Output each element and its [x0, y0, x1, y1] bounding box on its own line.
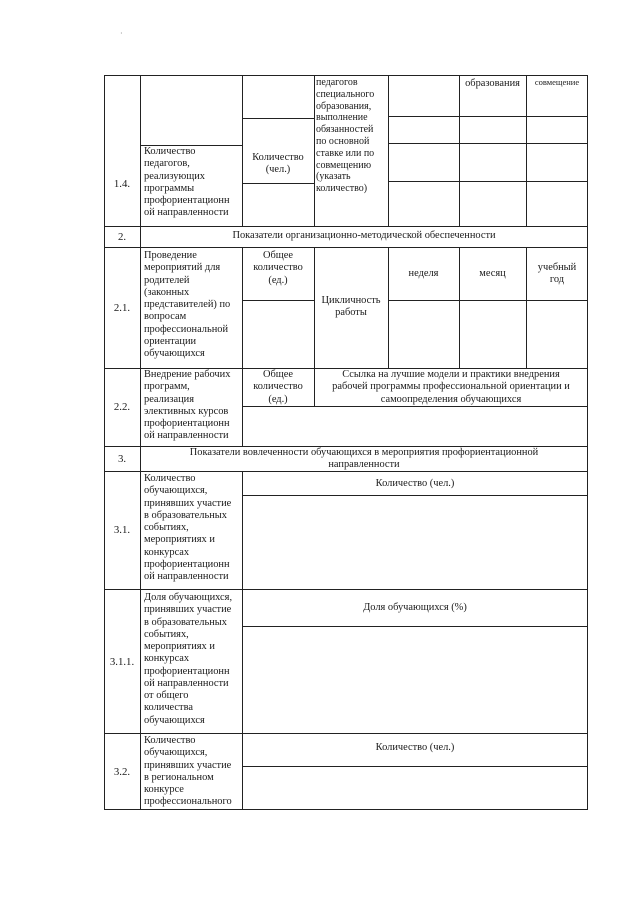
- cell-divider: [388, 143, 588, 144]
- col-divider: [388, 75, 389, 226]
- cell-divider: [242, 183, 314, 184]
- row-number: 2.1.: [113, 302, 131, 314]
- row-divider: [104, 589, 588, 590]
- indicator-label: Внедрение рабочих программ, реализация элективных курсов профориентационн ой направленности: [144, 369, 231, 442]
- cell-divider: [242, 118, 314, 119]
- best-practices-link-header: Ссылка на лучшие модели и практики внедрения рабочей программы профессиональной ориентации и самоопределения обучающихся: [332, 369, 570, 405]
- row-number: 1.4.: [113, 178, 131, 190]
- unit-label: Количество (чел.): [252, 152, 304, 176]
- cell-divider: [388, 181, 588, 182]
- indicator-label: Количество педагогов, реализующих программы профориентационн ой направленности: [144, 146, 230, 219]
- col-divider: [140, 75, 141, 810]
- indicator-label: Доля обучающихся, принявших участие в образовательных событиях, мероприятиях и конкурсах профориентационн ой направленности от общего количества обучающихся: [144, 592, 233, 726]
- cell-divider: [242, 495, 588, 496]
- col-divider: [459, 75, 460, 226]
- row-divider: [104, 247, 588, 248]
- row-number: 3.1.1.: [109, 656, 135, 668]
- cell-divider: [242, 626, 588, 627]
- period-month: месяц: [479, 268, 506, 279]
- cell-divider: [242, 766, 588, 767]
- row-number: 2.2.: [113, 401, 131, 413]
- row-divider: [104, 733, 588, 734]
- row-number: 3.2.: [113, 766, 131, 778]
- cell-divider: [242, 300, 314, 301]
- duties-text: педагогов специального образования, выполнение обязанностей по основной ставке или по совмещению (указать количество): [316, 77, 375, 195]
- column-header: Количество (чел.): [375, 742, 455, 753]
- col-divider: [314, 75, 315, 226]
- period-year: учебный год: [537, 262, 577, 286]
- column-header: Количество (чел.): [375, 478, 455, 489]
- row-divider: [104, 226, 588, 227]
- unit-label: Общее количество (ед.): [253, 250, 303, 286]
- col-divider: [242, 75, 243, 226]
- section-title: Показатели вовлеченности обучающихся в мероприятия профориентационной направленности: [189, 447, 539, 471]
- col-divider: [242, 471, 243, 810]
- indicator-label: Количество обучающихся, принявших участие в региональном конкурсе профессионального: [144, 735, 232, 808]
- col-divider: [388, 247, 389, 368]
- section-number: 3.: [117, 453, 127, 465]
- unit-label: Общее количество (ед.): [253, 369, 303, 405]
- section-number: 2.: [117, 231, 127, 243]
- cell-divider: [242, 406, 588, 407]
- indicator-label: Проведение мероприятий для родителей (законных представителей) по вопросам профессиональной ориентации обучающихся: [144, 250, 231, 360]
- column-header: Доля обучающихся (%): [363, 602, 467, 613]
- col-divider: [526, 75, 527, 226]
- scan-mark: ·: [120, 29, 123, 38]
- cell-divider: [388, 116, 588, 117]
- cyclicity-label: Цикличность работы: [321, 295, 381, 319]
- cell-divider: [388, 300, 588, 301]
- col-divider: [459, 247, 460, 368]
- header-combination: совмещение: [534, 77, 580, 87]
- indicator-label: Количество обучающихся, принявших участие в образовательных событиях, мероприятиях и конкурсах профориентационн ой направленности: [144, 473, 232, 583]
- period-week: неделя: [408, 268, 439, 279]
- header-education: образования: [465, 78, 520, 89]
- section-title: Показатели организационно-методической обеспеченности: [232, 230, 496, 241]
- row-number: 3.1.: [113, 524, 131, 536]
